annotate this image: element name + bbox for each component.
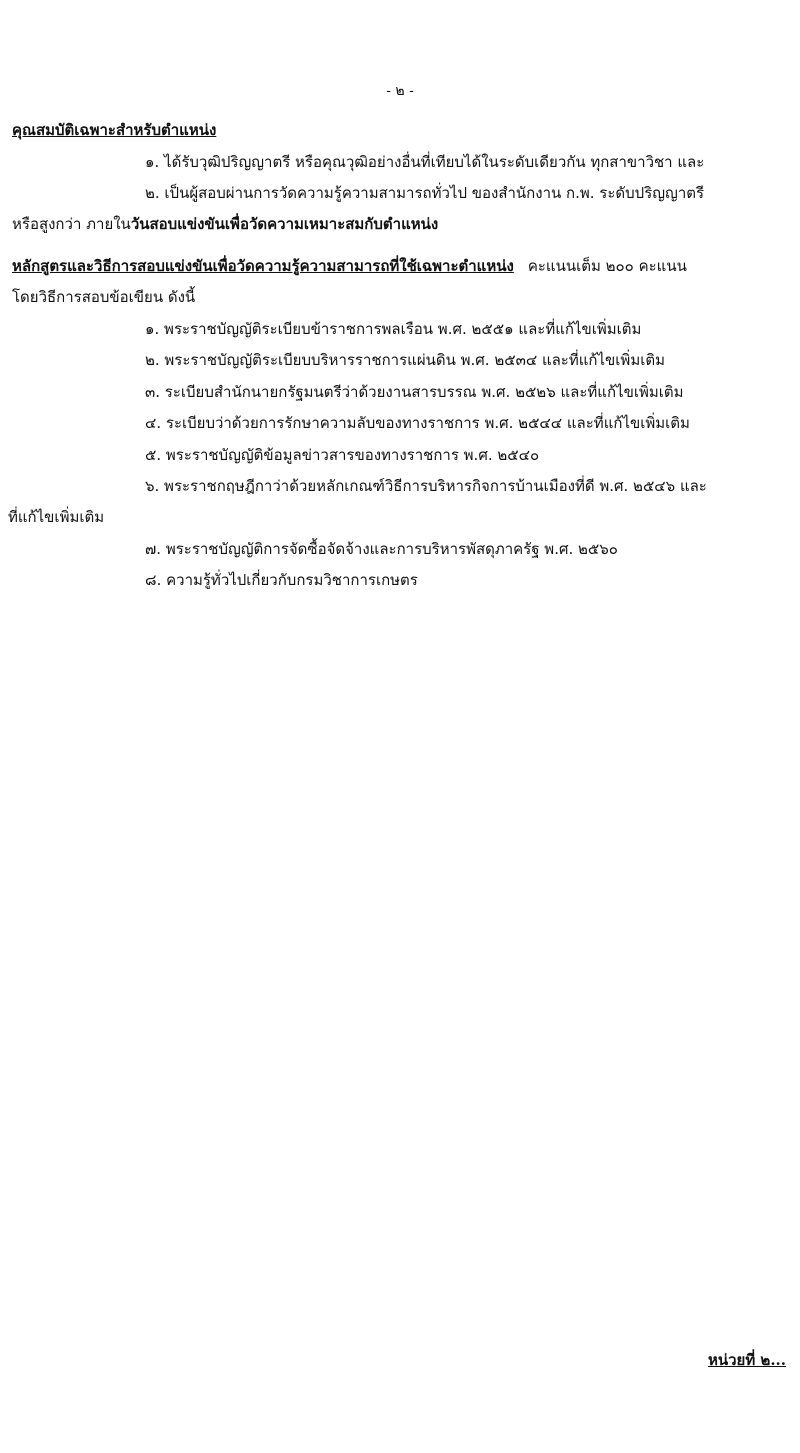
qualification-item-2-line-2 (12, 212, 438, 236)
curriculum-heading-line (12, 254, 687, 278)
curriculum-item-8: ๘. ความรู้ทั่วไปเกี่ยวกับกรมวิชาการเกษตร (145, 571, 418, 589)
page-number: - ๒ - (386, 83, 414, 99)
qualifications-heading: คุณสมบัติเฉพาะสำหรับตำแหน่ง (12, 121, 217, 139)
qualification-item-2-line-1: ๒. เป็นผู้สอบผ่านการวัดความรู้ความสามารถทั่วไป ของสำนักงาน ก.พ. ระดับปริญญาตรี (145, 184, 705, 202)
curriculum-item-7: ๗. พระราชบัญญัติการจัดซื้อจัดจ้างและการบริหารพัสดุภาครัฐ พ.ศ. ๒๕๖๐ (145, 540, 618, 558)
curriculum-item-3: ๓. ระเบียบสำนักนายกรัฐมนตรีว่าด้วยงานสารบรรณ พ.ศ. ๒๕๒๖ และที่แก้ไขเพิ่มเติม (145, 383, 684, 401)
curriculum-item-2: ๒. พระราชบัญญัติระเบียบบริหารราชการแผ่นดิน พ.ศ. ๒๕๓๔ และที่แก้ไขเพิ่มเติม (145, 351, 665, 369)
curriculum-item-6-continued: ที่แก้ไขเพิ่มเติม (8, 508, 105, 526)
curriculum-score: คะแนนเต็ม ๒๐๐ คะแนน (527, 257, 687, 275)
curriculum-item-5: ๕. พระราชบัญญัติข้อมูลข่าวสารของทางราชการ พ.ศ. ๒๕๔๐ (145, 446, 540, 464)
curriculum-method: โดยวิธีการสอบข้อเขียน ดังนี้ (12, 288, 196, 306)
curriculum-item-4: ๔. ระเบียบว่าด้วยการรักษาความลับของทางราชการ พ.ศ. ๒๕๔๔ และที่แก้ไขเพิ่มเติม (145, 414, 690, 432)
qualification-item-2-line-2-bold: วันสอบแข่งขันเพื่อวัดความเหมาะสมกับตำแหน่ง (130, 215, 439, 233)
curriculum-item-6: ๖. พระราชกฤษฎีกาว่าด้วยหลักเกณฑ์วิธีการบริหารกิจการบ้านเมืองที่ดี พ.ศ. ๒๕๔๖ และ (145, 477, 707, 495)
qualification-item-2-line-2-plain: หรือสูงกว่า ภายใน (12, 215, 131, 233)
curriculum-heading: หลักสูตรและวิธีการสอบแข่งขันเพื่อวัดความรู้ความสามารถที่ใช้เฉพาะตำแหน่ง (12, 257, 514, 275)
footer-continuation-ref: หน่วยที่ ๒... (707, 1351, 786, 1369)
qualification-item-1: ๑. ได้รับวุฒิปริญญาตรี หรือคุณวุฒิอย่างอื่นที่เทียบได้ในระดับเดียวกัน ทุกสาขาวิชา และ (145, 153, 705, 171)
curriculum-item-1: ๑. พระราชบัญญัติระเบียบข้าราชการพลเรือน พ.ศ. ๒๕๕๑ และที่แก้ไขเพิ่มเติม (145, 320, 642, 338)
